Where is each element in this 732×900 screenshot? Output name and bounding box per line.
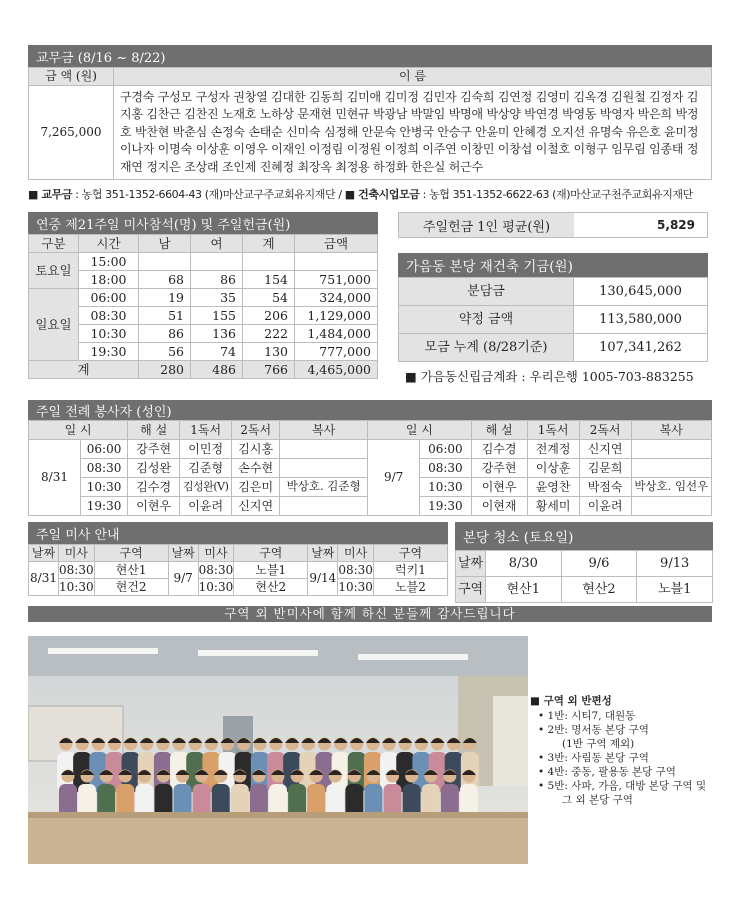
clean-date: 9/6 (561, 551, 637, 577)
mass-guide-section (28, 522, 448, 596)
amount-cell: 777,000 (295, 343, 378, 361)
vol-time: 10:30 (81, 478, 128, 497)
col-header: 일 시 (368, 421, 471, 440)
area-label: 구역 (456, 577, 486, 603)
vol-time: 10:30 (420, 478, 471, 497)
vol-cell: 김시홍 (232, 440, 280, 459)
mass-time: 08:30 (338, 562, 373, 577)
vol-cell: 박상호. 임선우 (631, 478, 711, 497)
men-cell: 19 (139, 289, 191, 307)
vol-cell: 황세미 (527, 497, 579, 516)
time-cell: 18:00 (79, 271, 139, 289)
vol-cell: 윤영찬 (527, 478, 579, 497)
vol-time: 06:00 (420, 440, 471, 459)
mass-time: 10:30 (338, 579, 373, 594)
account-info (28, 186, 718, 202)
average-offering (398, 212, 708, 238)
total-amount: 4,465,000 (295, 361, 378, 379)
mass-title: 주일 미사 안내 (28, 522, 448, 544)
vol-cell (631, 440, 711, 459)
group-item: • 2반: 명서동 본당 구역 (538, 724, 649, 736)
time-cell: 06:00 (79, 289, 139, 307)
col-header: 해 설 (471, 421, 527, 440)
col-header: 구분 (29, 235, 79, 253)
vol-cell (280, 440, 368, 459)
vol-cell: 김성완 (128, 459, 180, 478)
col-header: 미사 (59, 545, 95, 562)
col-header: 1독서 (180, 421, 232, 440)
vol-cell (280, 459, 368, 478)
mass-time: 08:30 (59, 562, 94, 577)
total-women: 486 (191, 361, 243, 379)
amount-cell: 324,000 (295, 289, 378, 307)
attendance-table (28, 234, 378, 379)
mass-date: 9/7 (168, 562, 198, 596)
col-header: 구역 (94, 545, 168, 562)
vol-cell: 손수현 (232, 459, 280, 478)
col-header: 구역 (234, 545, 308, 562)
cleaning-title: 본당 청소 (토요일) (455, 522, 713, 550)
offering-section (28, 45, 712, 180)
groups-title: ■ 구역 외 반편성 (530, 695, 612, 707)
mass-area: 현건2 (94, 579, 168, 596)
mass-area: 현산2 (234, 579, 308, 596)
vol-cell: 이윤려 (579, 497, 631, 516)
mass-date: 8/31 (29, 562, 59, 596)
fund-label: 모금 누계 (8/28기준) (399, 334, 574, 362)
saturday-label: 토요일 (29, 253, 79, 289)
vol-cell: 강주현 (128, 440, 180, 459)
group-photo-image (28, 636, 528, 864)
thanks-banner: 구역 외 반미사에 함께 하신 분들께 감사드립니다 (28, 606, 712, 622)
col-header: 남 (139, 235, 191, 253)
women-cell (191, 253, 243, 271)
col-header: 해 설 (128, 421, 180, 440)
attendance-section (28, 212, 378, 379)
mass-area: 노블2 (373, 579, 447, 596)
col-header: 일 시 (29, 421, 128, 440)
offering-account: : 농협 351-1352-6604-43 (재)마산교구주교회유지재단 / (72, 188, 345, 201)
total-sum: 766 (243, 361, 295, 379)
men-cell: 86 (139, 325, 191, 343)
col-header: 미사 (338, 545, 374, 562)
amount-header: 금 액 (원) (29, 68, 114, 86)
vol-time: 19:30 (81, 497, 128, 516)
col-header: 2독서 (232, 421, 280, 440)
col-header: 계 (243, 235, 295, 253)
men-cell (139, 253, 191, 271)
vol-time: 19:30 (420, 497, 471, 516)
vol-cell: 김준형 (180, 459, 232, 478)
offering-table (28, 67, 712, 180)
sunday-label: 일요일 (29, 289, 79, 361)
total-men: 280 (139, 361, 191, 379)
vol-cell: 이현재 (471, 497, 527, 516)
fund-value: 107,341,262 (574, 334, 708, 362)
vol-time: 06:00 (81, 440, 128, 459)
group-photo (28, 636, 528, 864)
col-header: 금액 (295, 235, 378, 253)
fund-value: 130,645,000 (574, 278, 708, 306)
vol-cell (631, 459, 711, 478)
mass-table (28, 544, 448, 596)
bank-account: ■ 가음동신립금계좌 : 우리은행 1005-703-883255 (405, 369, 694, 384)
vol-cell: 김수경 (471, 440, 527, 459)
men-cell: 51 (139, 307, 191, 325)
women-cell: 74 (191, 343, 243, 361)
vol-cell: 신지연 (579, 440, 631, 459)
offering-names: 구경숙 구성모 구성자 권창열 김대한 김동희 김미애 김미정 김민자 김숙희 김연정 김영미 김옥경 김원철 김정자 김지홍 김찬근 김찬진 노재호 노하상 문재현 민현규 박광남 박말임 박명애 박상양 박연경 박영동 박영자 박은희 박정호 박찬현 박춘심 손정숙 손태순 신미숙 심정해 안문숙 안병국 안승구 안윤미 안혜경 오지선 유명숙 유은호 윤미정 이나자 이명숙 이상훈 이영우 이재인 이정림 이정원 이정희 이주연 이창민 이창섭 이철호 이형구 임무림 임종태 정재연 정지은 조상래 조인제 진혜정 최장옥 최정용 하정화 한은실 허근수 (114, 86, 712, 180)
men-cell: 68 (139, 271, 191, 289)
time-cell: 19:30 (79, 343, 139, 361)
group-item: (1반 구역 제외) (562, 738, 635, 750)
building-account-label: ■ 건축시업모금 (344, 188, 420, 201)
group-item: • 5반: 사파, 가음, 대방 본당 구역 및 (538, 780, 707, 792)
vol-cell: 신지연 (232, 497, 280, 516)
sum-cell: 130 (243, 343, 295, 361)
amount-cell (295, 253, 378, 271)
amount-cell: 1,129,000 (295, 307, 378, 325)
volunteers-table (28, 420, 712, 516)
mass-date: 9/14 (308, 562, 338, 596)
vol-cell: 김은미 (232, 478, 280, 497)
women-cell: 136 (191, 325, 243, 343)
mass-area: 현산1 (94, 562, 168, 579)
offering-title: 교무금 (8/16 ~ 8/22) (28, 45, 712, 67)
col-header: 날짜 (308, 545, 338, 562)
average-label: 주일헌금 1인 평균(원) (399, 213, 574, 237)
volunteers-title: 주일 전례 봉사자 (성인) (28, 400, 712, 420)
fund-table (398, 277, 708, 362)
fund-title: 가음동 본당 재건축 기금(원) (398, 253, 708, 277)
clean-date: 9/13 (637, 551, 713, 577)
col-header: 날짜 (29, 545, 59, 562)
vol-cell: 김문희 (579, 459, 631, 478)
sum-cell: 154 (243, 271, 295, 289)
col-header: 구역 (373, 545, 447, 562)
vol-cell: 이윤려 (180, 497, 232, 516)
col-header: 여 (191, 235, 243, 253)
col-header: 복사 (631, 421, 711, 440)
vol-cell: 박상호. 김준형 (280, 478, 368, 497)
col-header: 날짜 (168, 545, 198, 562)
amount-cell: 1,484,000 (295, 325, 378, 343)
col-header: 시간 (79, 235, 139, 253)
col-header: 복사 (280, 421, 368, 440)
vol-cell: 이현우 (128, 497, 180, 516)
group-item: 그 외 본당 구역 (562, 794, 633, 806)
group-item: • 4반: 중동, 팔용동 본당 구역 (538, 766, 676, 778)
col-header: 미사 (198, 545, 234, 562)
fund-label: 약정 금액 (399, 306, 574, 334)
col-header: 2독서 (579, 421, 631, 440)
clean-area: 노블1 (637, 577, 713, 603)
offering-account-label: ■ 교무금 (28, 188, 73, 201)
group-item: • 3반: 사림동 본당 구역 (538, 752, 649, 764)
vol-date: 8/31 (29, 440, 81, 516)
vol-cell: 김수경 (128, 478, 180, 497)
clean-area: 현산2 (561, 577, 637, 603)
total-label: 계 (29, 361, 139, 379)
fund-label: 분담금 (399, 278, 574, 306)
rebuild-fund-section (398, 253, 708, 362)
mass-time: 10:30 (59, 579, 94, 594)
men-cell: 56 (139, 343, 191, 361)
mass-area: 노블1 (234, 562, 308, 579)
vol-cell: 이상훈 (527, 459, 579, 478)
offering-amount: 7,265,000 (29, 86, 114, 180)
women-cell: 35 (191, 289, 243, 307)
sum-cell: 206 (243, 307, 295, 325)
vol-cell: 김성완(V) (180, 478, 232, 497)
group-assignment-list (530, 694, 720, 807)
group-item: • 1반: 시티7, 대원동 (538, 710, 636, 722)
sum-cell (243, 253, 295, 271)
cleaning-table (455, 550, 713, 603)
time-cell: 08:30 (79, 307, 139, 325)
mass-time: 10:30 (198, 579, 234, 594)
sum-cell: 222 (243, 325, 295, 343)
time-cell: 10:30 (79, 325, 139, 343)
date-label: 날짜 (456, 551, 486, 577)
vol-time: 08:30 (420, 459, 471, 478)
attendance-title: 연중 제21주일 미사참석(명) 및 주일헌금(원) (28, 212, 378, 234)
women-cell: 155 (191, 307, 243, 325)
building-account: : 농협 351-1352-6622-63 (재)마산교구천주교회유지재단 (419, 188, 693, 201)
col-header: 1독서 (527, 421, 579, 440)
mass-area: 럭키1 (373, 562, 447, 579)
vol-date: 9/7 (368, 440, 420, 516)
clean-area: 현산1 (486, 577, 562, 603)
sum-cell: 54 (243, 289, 295, 307)
fund-value: 113,580,000 (574, 306, 708, 334)
vol-cell (631, 497, 711, 516)
vol-cell: 이민정 (180, 440, 232, 459)
average-value: 5,829 (657, 218, 695, 232)
vol-cell (280, 497, 368, 516)
names-header: 이 름 (114, 68, 712, 86)
vol-cell: 강주현 (471, 459, 527, 478)
amount-cell: 751,000 (295, 271, 378, 289)
vol-time: 08:30 (81, 459, 128, 478)
vol-cell: 이현우 (471, 478, 527, 497)
mass-time: 08:30 (198, 562, 234, 577)
clean-date: 8/30 (486, 551, 562, 577)
vol-cell: 박점숙 (579, 478, 631, 497)
women-cell: 86 (191, 271, 243, 289)
vol-cell: 전계정 (527, 440, 579, 459)
time-cell: 15:00 (79, 253, 139, 271)
volunteers-section (28, 400, 712, 516)
cleaning-section (455, 522, 713, 603)
